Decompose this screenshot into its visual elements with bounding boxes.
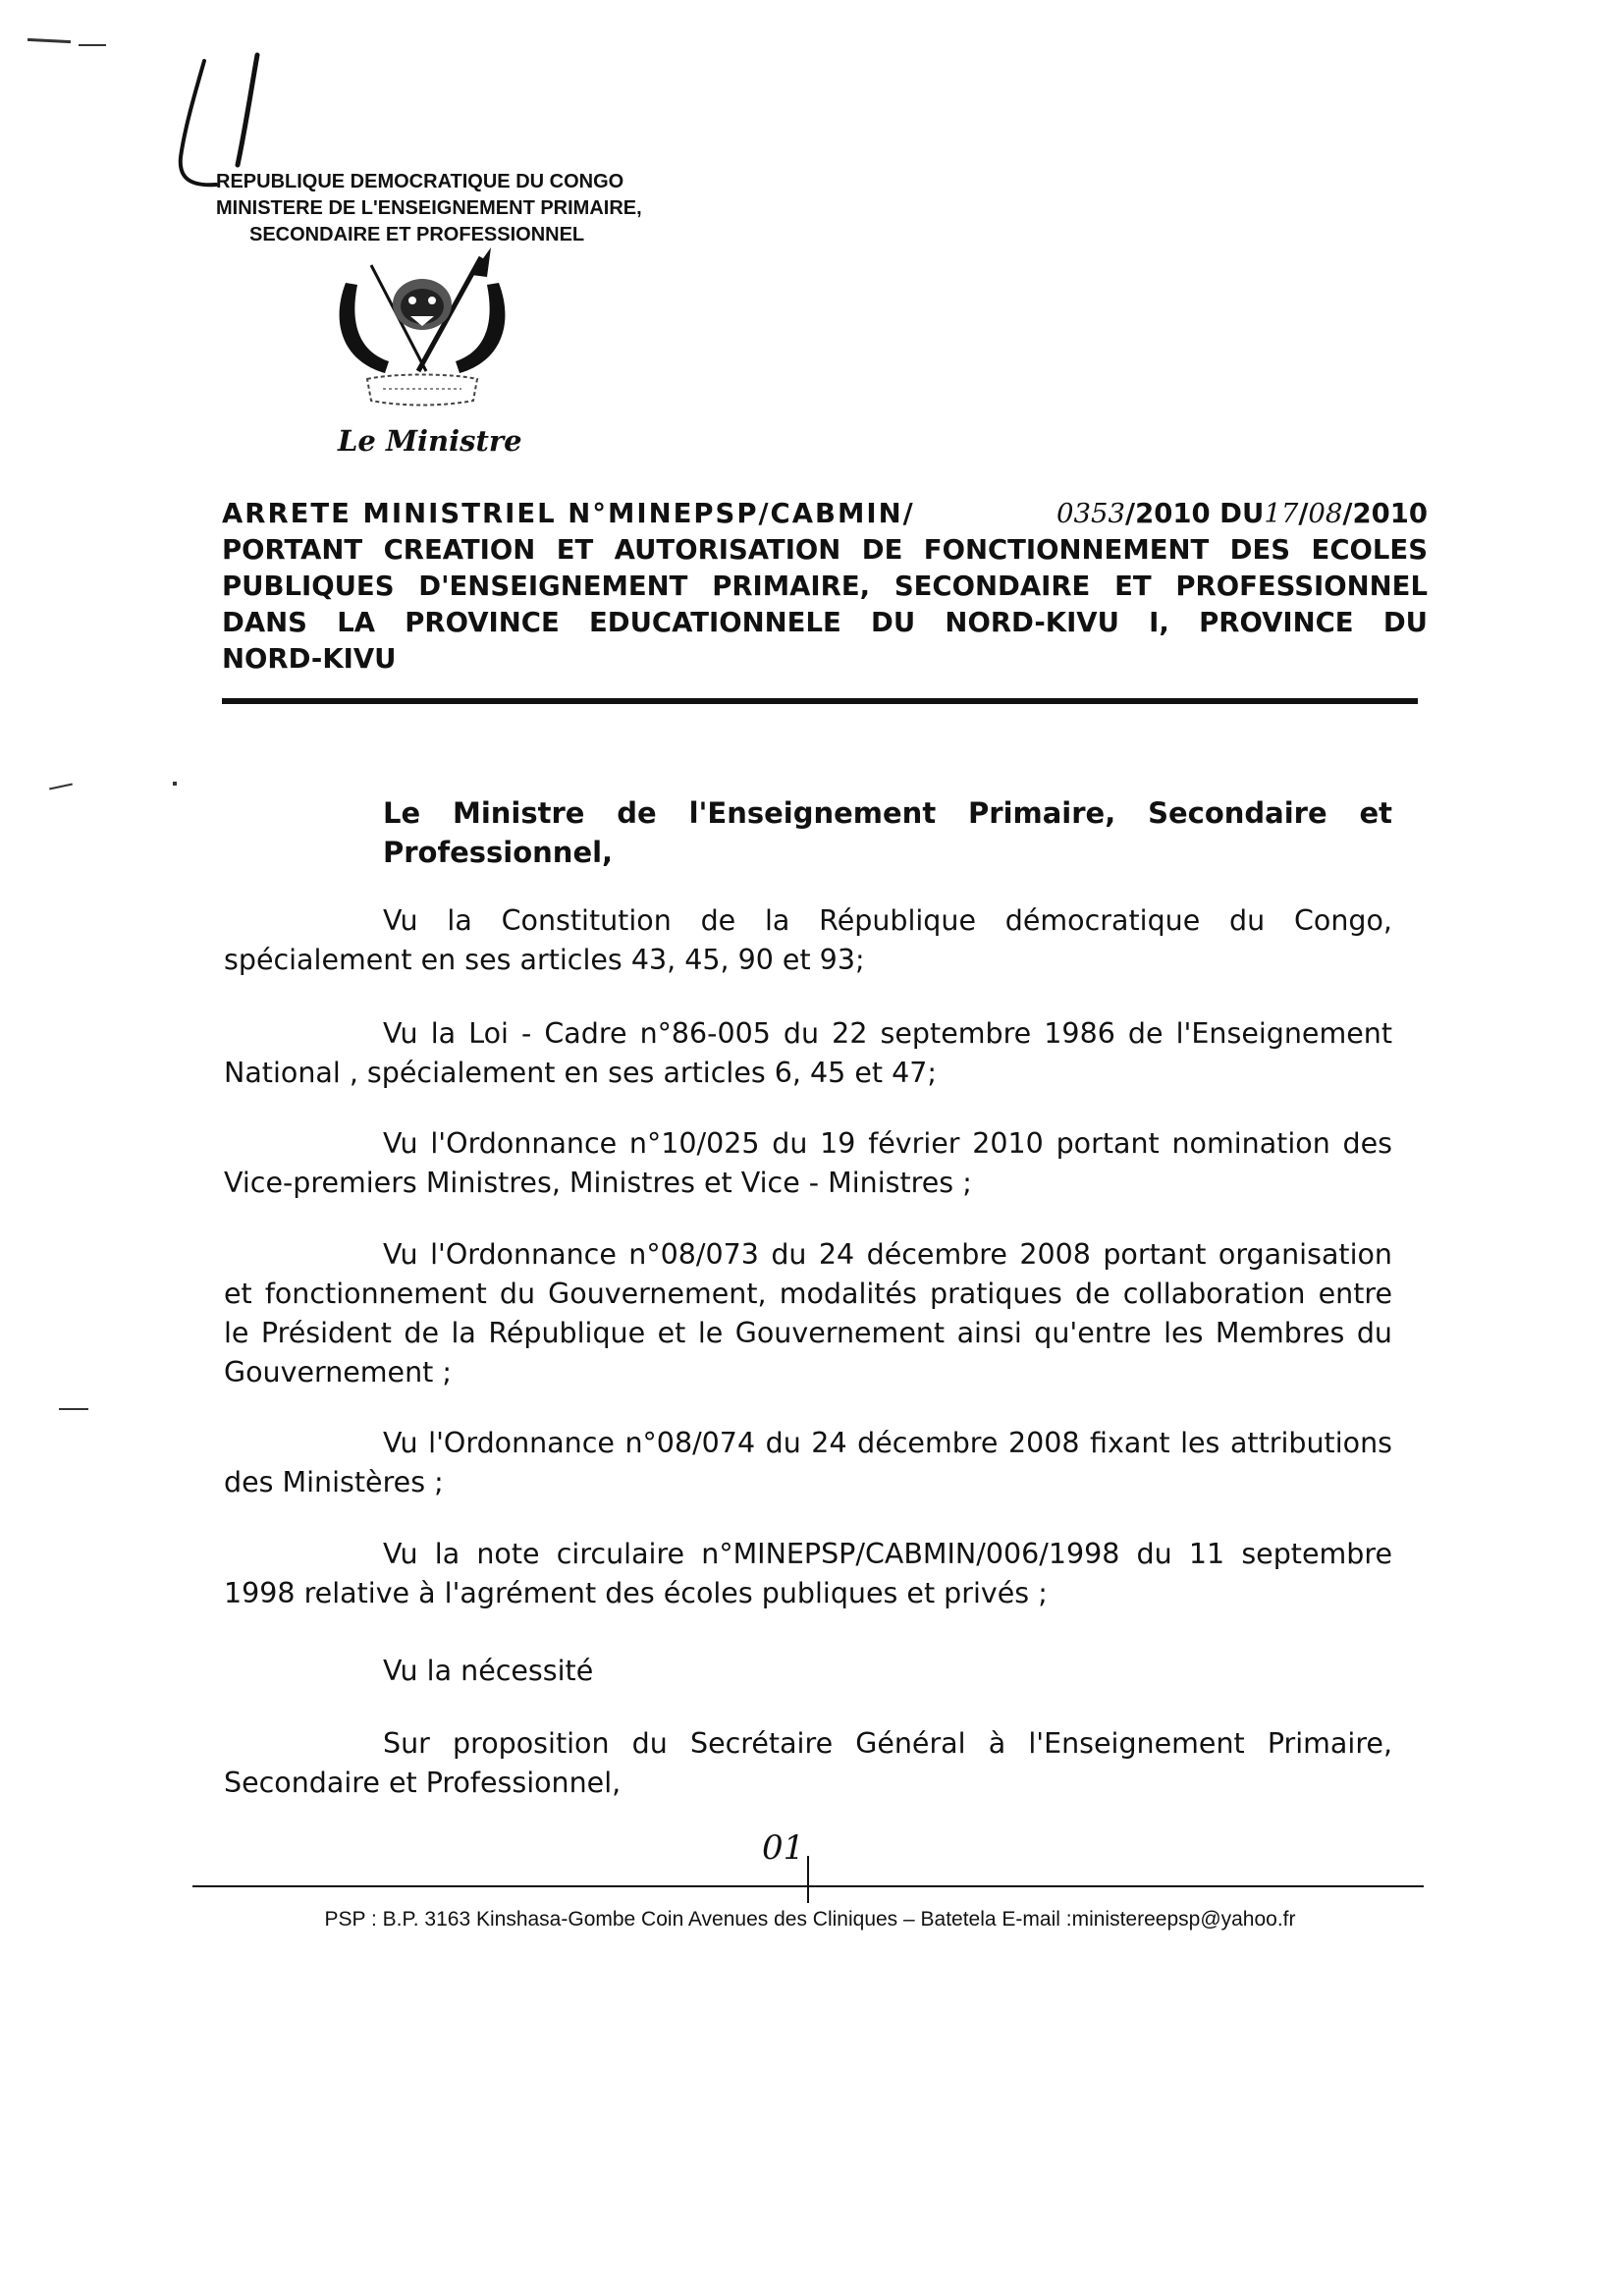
decree-title-line2: PORTANT CREATION ET AUTORISATION DE FONCTIONNEMENT DES ECOLES <box>222 534 1428 566</box>
decree-date-year: /2010 <box>1342 498 1428 529</box>
decree-title-line4: DANS LA PROVINCE EDUCATIONNELE DU NORD-KIVU I, PROVINCE DU <box>222 607 1428 638</box>
scan-mark <box>49 784 73 790</box>
preamble: Le Ministre de l'Enseignement Primaire, Secondaire et Professionnel, <box>383 796 1392 869</box>
scan-mark <box>27 38 71 43</box>
footer-tick-mark <box>807 1856 809 1903</box>
header-ministry-cont: SECONDAIRE ET PROFESSIONNEL <box>249 224 585 245</box>
header-ministry: MINISTERE DE L'ENSEIGNEMENT PRIMAIRE, <box>216 197 642 219</box>
paragraph-note-circulaire: Vu la note circulaire n°MINEPSP/CABMIN/006/1998 du 11 septembre 1998 relative à l'agrément des écoles publiques et privés ; <box>224 1538 1392 1609</box>
decree-day: 17 <box>1264 498 1299 529</box>
paragraph-necessite: Vu la nécessité <box>383 1655 594 1687</box>
coat-of-arms-icon <box>324 245 520 408</box>
page-number: 01 <box>762 1828 805 1868</box>
decree-title <box>222 496 1428 678</box>
paragraph-ordonnance-08-073: Vu l'Ordonnance n°08/073 du 24 décembre 2008 portant organisation et fonctionnement du Gouvernement, modalités pratiques de collaboration entre le Président de la République et le Gouvernement ainsi qu'entre les Membres du Gouvernement ; <box>224 1238 1392 1388</box>
paragraph-ordonnance-08-074: Vu l'Ordonnance n°08/074 du 24 décembre 2008 fixant les attributions des Ministères ; <box>224 1427 1392 1498</box>
date-separator: / <box>1298 498 1309 529</box>
decree-ref-year: /2010 DU <box>1125 498 1265 529</box>
title-divider <box>222 698 1418 704</box>
decree-title-line1 <box>222 496 1428 532</box>
decree-ref-prefix: ARRETE MINISTRIEL N°MINEPSP/CABMIN/ <box>222 498 915 529</box>
decree-title-line3: PUBLIQUES D'ENSEIGNEMENT PRIMAIRE, SECONDAIRE ET PROFESSIONNEL <box>222 571 1428 602</box>
decree-number: 0353 <box>1056 498 1126 529</box>
paragraph-loi-cadre: Vu la Loi - Cadre n°86-005 du 22 septembre 1986 de l'Enseignement National , spécialement en ses articles 6, 45 et 47; <box>224 1017 1392 1089</box>
footer-divider <box>192 1885 1424 1887</box>
header-country: REPUBLIQUE DEMOCRATIQUE DU CONGO <box>216 171 624 192</box>
ministry-header <box>216 169 642 248</box>
scan-mark <box>79 44 106 46</box>
decree-month: 08 <box>1308 498 1343 529</box>
decree-title-line5: NORD-KIVU <box>222 643 397 675</box>
minister-signature-label: Le Ministre <box>338 424 522 458</box>
scan-mark <box>59 1408 88 1410</box>
paragraph-ordonnance-10-025: Vu l'Ordonnance n°10/025 du 19 février 2010 portant nomination des Vice-premiers Ministres, Ministres et Vice - Ministres ; <box>224 1127 1392 1199</box>
paragraph-proposition: Sur proposition du Secrétaire Général à l'Enseignement Primaire, Secondaire et Professionnel, <box>224 1727 1392 1799</box>
paragraph-constitution: Vu la Constitution de la République démocratique du Congo, spécialement en ses articles 43, 45, 90 et 93; <box>224 904 1392 976</box>
scan-mark <box>173 782 177 786</box>
footer-address: PSP : B.P. 3163 Kinshasa-Gombe Coin Avenues des Cliniques – Batetela E-mail :ministereepsp@yahoo.fr <box>324 1908 1296 1931</box>
